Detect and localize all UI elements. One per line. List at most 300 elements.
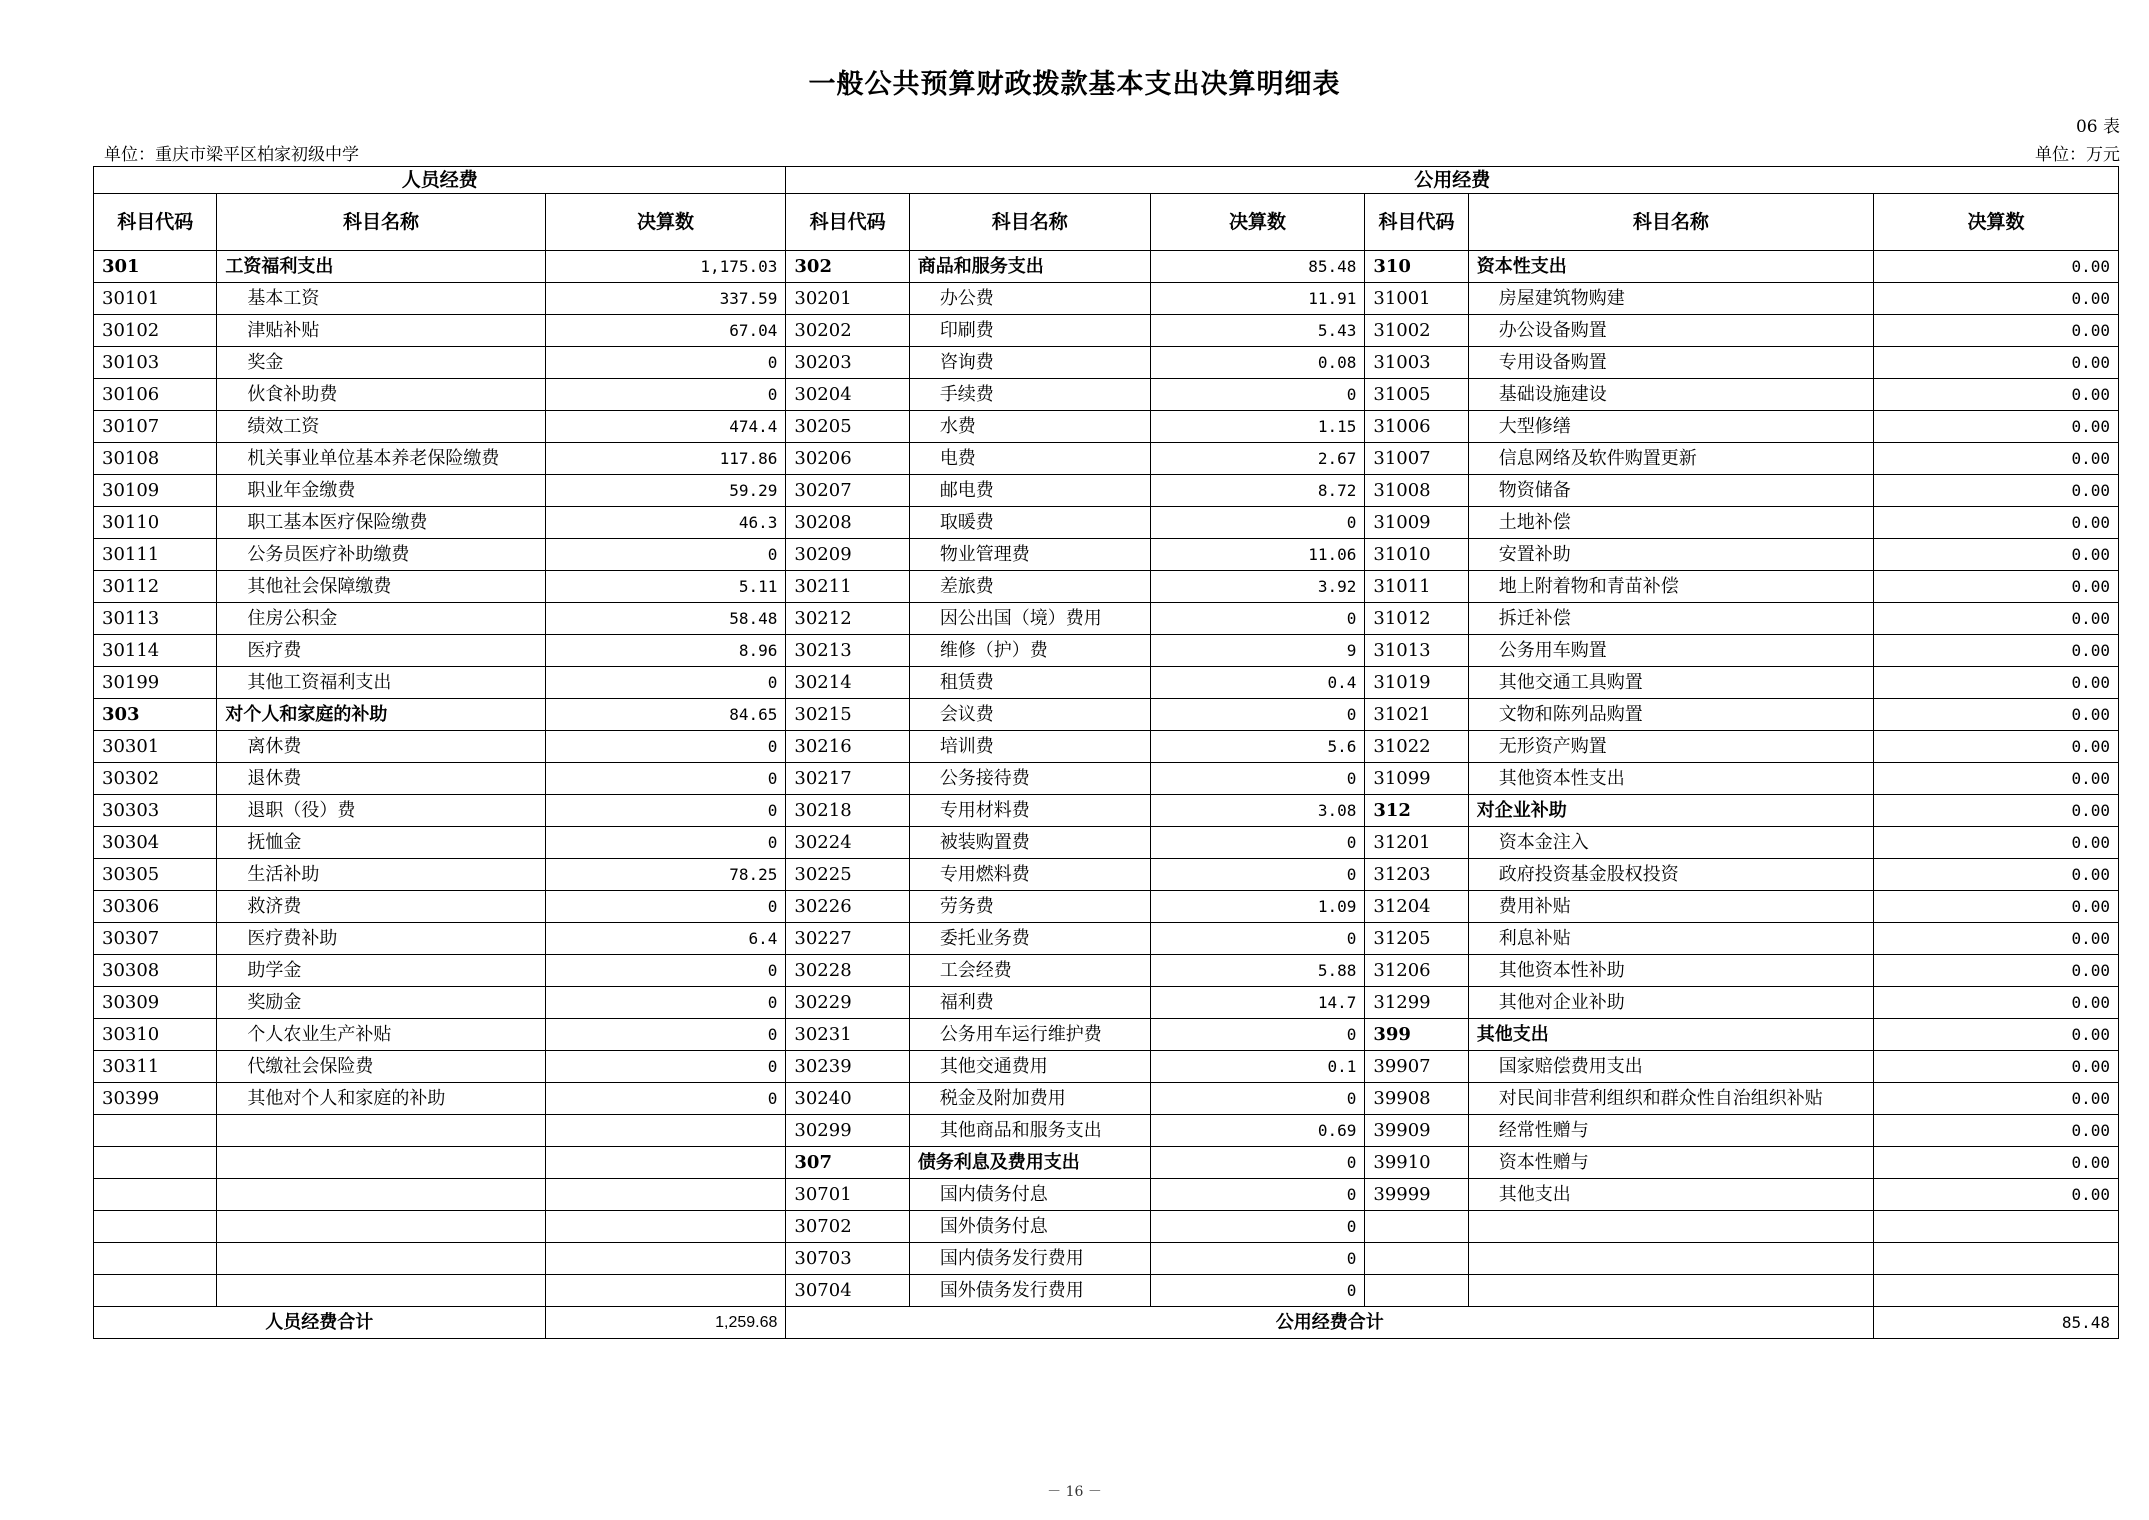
item-code: 399 <box>1365 1019 1468 1051</box>
table-row <box>94 1051 2119 1083</box>
item-code: 30207 <box>786 475 909 507</box>
item-amount: 1,175.03 <box>545 251 786 283</box>
item-code: 31099 <box>1365 763 1468 795</box>
item-amount: 0.00 <box>1874 251 2119 283</box>
item-amount: 5.6 <box>1150 731 1365 763</box>
item-name: 奖金 <box>217 347 545 379</box>
item-code: 30309 <box>94 987 217 1019</box>
item-name: 取暖费 <box>909 507 1150 539</box>
item-code: 30101 <box>94 283 217 315</box>
item-name: 信息网络及软件购置更新 <box>1468 443 1873 475</box>
item-amount: 0 <box>1150 1019 1365 1051</box>
item-name <box>1468 1243 1873 1275</box>
column-header-amount: 决算数 <box>1150 194 1365 251</box>
item-amount: 0.00 <box>1874 955 2119 987</box>
item-name: 抚恤金 <box>217 827 545 859</box>
item-name: 会议费 <box>909 699 1150 731</box>
item-code: 31013 <box>1365 635 1468 667</box>
item-code: 30206 <box>786 443 909 475</box>
item-amount: 0 <box>545 987 786 1019</box>
item-amount: 0 <box>1150 603 1365 635</box>
item-amount: 0.00 <box>1874 1051 2119 1083</box>
item-name: 差旅费 <box>909 571 1150 603</box>
item-amount: 0 <box>545 955 786 987</box>
item-name: 绩效工资 <box>217 411 545 443</box>
item-code: 31201 <box>1365 827 1468 859</box>
item-code: 30107 <box>94 411 217 443</box>
item-code: 39999 <box>1365 1179 1468 1211</box>
table-row <box>94 763 2119 795</box>
item-code: 30211 <box>786 571 909 603</box>
item-code: 30110 <box>94 507 217 539</box>
item-code: 30103 <box>94 347 217 379</box>
item-amount: 0.00 <box>1874 1179 2119 1211</box>
item-code: 30306 <box>94 891 217 923</box>
item-name: 其他交通费用 <box>909 1051 1150 1083</box>
item-name: 房屋建筑物购建 <box>1468 283 1873 315</box>
item-code: 31008 <box>1365 475 1468 507</box>
item-amount: 0.00 <box>1874 1115 2119 1147</box>
item-code: 31009 <box>1365 507 1468 539</box>
item-code: 30227 <box>786 923 909 955</box>
item-amount: 0 <box>545 827 786 859</box>
item-amount: 0 <box>1150 379 1365 411</box>
column-header-amount: 决算数 <box>1874 194 2119 251</box>
item-amount: 0.00 <box>1874 891 2119 923</box>
item-code: 30209 <box>786 539 909 571</box>
item-name: 其他支出 <box>1468 1179 1873 1211</box>
item-amount: 0 <box>545 667 786 699</box>
item-amount: 5.88 <box>1150 955 1365 987</box>
page-title: 一般公共预算财政拨款基本支出决算明细表 <box>808 69 1341 100</box>
item-amount: 0 <box>545 731 786 763</box>
item-name: 代缴社会保险费 <box>217 1051 545 1083</box>
item-name: 对民间非营利组织和群众性自治组织补贴 <box>1468 1083 1873 1115</box>
item-name: 培训费 <box>909 731 1150 763</box>
item-amount: 0 <box>545 379 786 411</box>
table-row <box>94 539 2119 571</box>
table-row <box>94 1275 2119 1307</box>
item-name: 基本工资 <box>217 283 545 315</box>
item-name: 其他交通工具购置 <box>1468 667 1873 699</box>
item-name: 维修（护）费 <box>909 635 1150 667</box>
item-amount: 0.00 <box>1874 763 2119 795</box>
total-row <box>94 1307 2119 1339</box>
item-code: 30199 <box>94 667 217 699</box>
column-header-name: 科目名称 <box>1468 194 1873 251</box>
item-name: 办公费 <box>909 283 1150 315</box>
column-header-name: 科目名称 <box>909 194 1150 251</box>
item-amount: 0.00 <box>1874 923 2119 955</box>
item-code: 30703 <box>786 1243 909 1275</box>
item-name <box>217 1211 545 1243</box>
table-row <box>94 347 2119 379</box>
item-code: 30311 <box>94 1051 217 1083</box>
item-amount: 0.00 <box>1874 347 2119 379</box>
item-amount: 11.91 <box>1150 283 1365 315</box>
item-code: 31203 <box>1365 859 1468 891</box>
item-amount: 0.00 <box>1874 475 2119 507</box>
item-code <box>94 1243 217 1275</box>
item-name: 物资储备 <box>1468 475 1873 507</box>
item-name: 退休费 <box>217 763 545 795</box>
item-name: 拆迁补偿 <box>1468 603 1873 635</box>
column-header-code: 科目代码 <box>786 194 909 251</box>
table-row <box>94 891 2119 923</box>
item-amount <box>1874 1275 2119 1307</box>
item-amount: 11.06 <box>1150 539 1365 571</box>
table-row <box>94 475 2119 507</box>
item-code: 31005 <box>1365 379 1468 411</box>
item-amount: 0 <box>1150 1275 1365 1307</box>
item-name: 其他资本性补助 <box>1468 955 1873 987</box>
item-name: 国外债务付息 <box>909 1211 1150 1243</box>
table-row <box>94 379 2119 411</box>
table-row <box>94 955 2119 987</box>
item-amount: 0.00 <box>1874 1019 2119 1051</box>
item-amount: 474.4 <box>545 411 786 443</box>
item-amount: 0 <box>1150 859 1365 891</box>
item-name: 印刷费 <box>909 315 1150 347</box>
group-personnel: 人员经费 <box>94 167 786 194</box>
item-name: 税金及附加费用 <box>909 1083 1150 1115</box>
item-amount <box>1874 1211 2119 1243</box>
item-code: 30208 <box>786 507 909 539</box>
item-amount: 0.00 <box>1874 283 2119 315</box>
item-code: 301 <box>94 251 217 283</box>
item-amount: 0.00 <box>1874 603 2119 635</box>
item-amount: 0.00 <box>1874 1147 2119 1179</box>
item-amount: 0.00 <box>1874 827 2119 859</box>
item-code: 30240 <box>786 1083 909 1115</box>
item-name: 手续费 <box>909 379 1150 411</box>
item-name: 资本性支出 <box>1468 251 1873 283</box>
item-code: 39909 <box>1365 1115 1468 1147</box>
item-name: 福利费 <box>909 987 1150 1019</box>
item-code: 31299 <box>1365 987 1468 1019</box>
item-amount: 0.69 <box>1150 1115 1365 1147</box>
item-code: 39907 <box>1365 1051 1468 1083</box>
item-code: 30224 <box>786 827 909 859</box>
group-header-row <box>94 167 2119 194</box>
item-code: 30301 <box>94 731 217 763</box>
item-name: 土地补偿 <box>1468 507 1873 539</box>
item-amount <box>545 1147 786 1179</box>
item-amount: 59.29 <box>545 475 786 507</box>
item-code: 30213 <box>786 635 909 667</box>
item-amount: 0.00 <box>1874 315 2119 347</box>
item-amount: 0 <box>1150 827 1365 859</box>
item-amount: 78.25 <box>545 859 786 891</box>
item-amount: 2.67 <box>1150 443 1365 475</box>
item-name: 文物和陈列品购置 <box>1468 699 1873 731</box>
item-code: 31022 <box>1365 731 1468 763</box>
table-row <box>94 923 2119 955</box>
item-name: 医疗费补助 <box>217 923 545 955</box>
item-name: 水费 <box>909 411 1150 443</box>
item-name: 离休费 <box>217 731 545 763</box>
item-amount: 0.00 <box>1874 795 2119 827</box>
item-amount: 0 <box>1150 1211 1365 1243</box>
table-row <box>94 283 2119 315</box>
item-name: 地上附着物和青苗补偿 <box>1468 571 1873 603</box>
item-name: 其他对个人和家庭的补助 <box>217 1083 545 1115</box>
item-amount: 5.43 <box>1150 315 1365 347</box>
item-name: 资本性赠与 <box>1468 1147 1873 1179</box>
item-code: 30201 <box>786 283 909 315</box>
item-code: 30228 <box>786 955 909 987</box>
item-name: 物业管理费 <box>909 539 1150 571</box>
item-name: 利息补贴 <box>1468 923 1873 955</box>
item-name: 国内债务发行费用 <box>909 1243 1150 1275</box>
item-code: 31006 <box>1365 411 1468 443</box>
item-code: 30203 <box>786 347 909 379</box>
item-amount: 0 <box>1150 1243 1365 1275</box>
item-name: 委托业务费 <box>909 923 1150 955</box>
item-name: 伙食补助费 <box>217 379 545 411</box>
item-amount: 14.7 <box>1150 987 1365 1019</box>
item-amount: 8.72 <box>1150 475 1365 507</box>
item-code: 30108 <box>94 443 217 475</box>
item-name: 救济费 <box>217 891 545 923</box>
table-row <box>94 1083 2119 1115</box>
item-name <box>217 1147 545 1179</box>
item-amount: 0.00 <box>1874 411 2119 443</box>
item-code: 31003 <box>1365 347 1468 379</box>
item-code: 30304 <box>94 827 217 859</box>
item-name <box>217 1275 545 1307</box>
expenditure-table <box>93 166 2119 1339</box>
item-amount <box>545 1211 786 1243</box>
item-name: 无形资产购置 <box>1468 731 1873 763</box>
item-code: 31021 <box>1365 699 1468 731</box>
table-row <box>94 411 2119 443</box>
item-amount: 0.00 <box>1874 379 2119 411</box>
item-name: 国家赔偿费用支出 <box>1468 1051 1873 1083</box>
item-code: 312 <box>1365 795 1468 827</box>
item-amount: 8.96 <box>545 635 786 667</box>
item-amount: 0.00 <box>1874 731 2119 763</box>
item-name: 津贴补贴 <box>217 315 545 347</box>
item-code: 30114 <box>94 635 217 667</box>
item-amount <box>545 1179 786 1211</box>
item-code: 30215 <box>786 699 909 731</box>
item-amount: 0.00 <box>1874 571 2119 603</box>
item-amount: 0.08 <box>1150 347 1365 379</box>
table-row <box>94 827 2119 859</box>
column-header-code: 科目代码 <box>94 194 217 251</box>
table-row <box>94 1211 2119 1243</box>
item-code: 30204 <box>786 379 909 411</box>
item-code <box>94 1179 217 1211</box>
item-code <box>1365 1243 1468 1275</box>
item-amount: 0.00 <box>1874 443 2119 475</box>
item-name: 国内债务付息 <box>909 1179 1150 1211</box>
item-name: 因公出国（境）费用 <box>909 603 1150 635</box>
item-name: 住房公积金 <box>217 603 545 635</box>
item-amount: 0 <box>1150 507 1365 539</box>
item-name <box>217 1243 545 1275</box>
item-amount: 0 <box>545 763 786 795</box>
group-public: 公用经费 <box>786 167 2119 194</box>
item-code: 30303 <box>94 795 217 827</box>
item-name: 对企业补助 <box>1468 795 1873 827</box>
item-code: 30701 <box>786 1179 909 1211</box>
item-code: 30109 <box>94 475 217 507</box>
item-code: 30111 <box>94 539 217 571</box>
item-name: 公务接待费 <box>909 763 1150 795</box>
item-amount: 0.00 <box>1874 539 2119 571</box>
item-amount: 1.15 <box>1150 411 1365 443</box>
item-amount: 0 <box>545 539 786 571</box>
item-name: 医疗费 <box>217 635 545 667</box>
item-code: 31206 <box>1365 955 1468 987</box>
item-amount: 67.04 <box>545 315 786 347</box>
item-code: 30307 <box>94 923 217 955</box>
item-amount: 84.65 <box>545 699 786 731</box>
item-name: 职工基本医疗保险缴费 <box>217 507 545 539</box>
table-row <box>94 699 2119 731</box>
item-code: 30216 <box>786 731 909 763</box>
item-name: 生活补助 <box>217 859 545 891</box>
item-amount: 0.00 <box>1874 699 2119 731</box>
item-amount: 0 <box>545 1051 786 1083</box>
item-code: 30106 <box>94 379 217 411</box>
item-amount: 0.00 <box>1874 667 2119 699</box>
unit-currency: 单位：万元 <box>2035 145 2120 165</box>
item-code: 30214 <box>786 667 909 699</box>
item-amount: 0 <box>1150 1179 1365 1211</box>
item-amount: 6.4 <box>545 923 786 955</box>
item-amount: 0 <box>545 1083 786 1115</box>
item-amount: 0.00 <box>1874 507 2119 539</box>
item-code: 30310 <box>94 1019 217 1051</box>
item-amount: 0.00 <box>1874 987 2119 1019</box>
item-amount: 0 <box>1150 1083 1365 1115</box>
item-code: 30302 <box>94 763 217 795</box>
item-name: 租赁费 <box>909 667 1150 699</box>
item-name: 办公设备购置 <box>1468 315 1873 347</box>
item-amount: 0.00 <box>1874 859 2119 891</box>
item-code: 31002 <box>1365 315 1468 347</box>
table-row <box>94 571 2119 603</box>
item-code <box>94 1275 217 1307</box>
table-row <box>94 507 2119 539</box>
item-name: 职业年金缴费 <box>217 475 545 507</box>
item-code: 39910 <box>1365 1147 1468 1179</box>
table-row <box>94 315 2119 347</box>
item-code: 30102 <box>94 315 217 347</box>
item-code: 30113 <box>94 603 217 635</box>
item-name: 其他商品和服务支出 <box>909 1115 1150 1147</box>
table-row <box>94 731 2119 763</box>
item-name: 其他资本性支出 <box>1468 763 1873 795</box>
item-amount: 0 <box>1150 763 1365 795</box>
item-amount <box>545 1115 786 1147</box>
table-row <box>94 1115 2119 1147</box>
table-row <box>94 443 2119 475</box>
item-name: 大型修缮 <box>1468 411 1873 443</box>
table-row <box>94 251 2119 283</box>
item-amount <box>545 1243 786 1275</box>
item-code: 30229 <box>786 987 909 1019</box>
item-name: 商品和服务支出 <box>909 251 1150 283</box>
table-row <box>94 987 2119 1019</box>
table-row <box>94 859 2119 891</box>
table-row <box>94 603 2119 635</box>
table-row <box>94 1179 2119 1211</box>
item-amount: 0 <box>545 795 786 827</box>
item-code <box>94 1115 217 1147</box>
item-code: 30305 <box>94 859 217 891</box>
item-code: 31001 <box>1365 283 1468 315</box>
item-name: 公务用车购置 <box>1468 635 1873 667</box>
item-amount <box>545 1275 786 1307</box>
item-name <box>1468 1275 1873 1307</box>
item-amount: 337.59 <box>545 283 786 315</box>
column-header-row <box>94 194 2119 251</box>
item-name <box>217 1115 545 1147</box>
item-code: 30299 <box>786 1115 909 1147</box>
item-code <box>94 1211 217 1243</box>
item-amount: 46.3 <box>545 507 786 539</box>
item-name: 邮电费 <box>909 475 1150 507</box>
item-name: 债务利息及费用支出 <box>909 1147 1150 1179</box>
column-header-name: 科目名称 <box>217 194 545 251</box>
table-row <box>94 1019 2119 1051</box>
item-code: 31010 <box>1365 539 1468 571</box>
item-name: 基础设施建设 <box>1468 379 1873 411</box>
item-name: 专用材料费 <box>909 795 1150 827</box>
item-code: 30702 <box>786 1211 909 1243</box>
item-name: 其他社会保障缴费 <box>217 571 545 603</box>
column-header-code: 科目代码 <box>1365 194 1468 251</box>
item-amount: 3.92 <box>1150 571 1365 603</box>
item-code: 30202 <box>786 315 909 347</box>
item-name: 被装购置费 <box>909 827 1150 859</box>
item-name: 政府投资基金股权投资 <box>1468 859 1873 891</box>
table-number: 06 表 <box>2075 117 2120 137</box>
item-amount: 0 <box>545 891 786 923</box>
unit-organization: 单位：重庆市梁平区柏家初级中学 <box>104 145 359 165</box>
page-number: － 16 － <box>1047 1484 1102 1500</box>
item-amount: 0.00 <box>1874 1083 2119 1115</box>
item-name: 工会经费 <box>909 955 1150 987</box>
item-code: 30112 <box>94 571 217 603</box>
item-code: 30226 <box>786 891 909 923</box>
item-amount: 0.00 <box>1874 635 2119 667</box>
total-personnel-label: 人员经费合计 <box>94 1307 546 1339</box>
item-code <box>1365 1275 1468 1307</box>
item-name: 专用设备购置 <box>1468 347 1873 379</box>
item-name: 助学金 <box>217 955 545 987</box>
item-amount: 85.48 <box>1150 251 1365 283</box>
item-name <box>1468 1211 1873 1243</box>
item-code: 39908 <box>1365 1083 1468 1115</box>
item-amount: 0.1 <box>1150 1051 1365 1083</box>
item-amount: 58.48 <box>545 603 786 635</box>
item-name: 其他工资福利支出 <box>217 667 545 699</box>
item-code: 310 <box>1365 251 1468 283</box>
item-code: 30308 <box>94 955 217 987</box>
item-code: 31204 <box>1365 891 1468 923</box>
item-name: 工资福利支出 <box>217 251 545 283</box>
item-code: 31012 <box>1365 603 1468 635</box>
item-name: 咨询费 <box>909 347 1150 379</box>
total-public-label: 公用经费合计 <box>786 1307 1874 1339</box>
item-code: 30212 <box>786 603 909 635</box>
table-row <box>94 1147 2119 1179</box>
